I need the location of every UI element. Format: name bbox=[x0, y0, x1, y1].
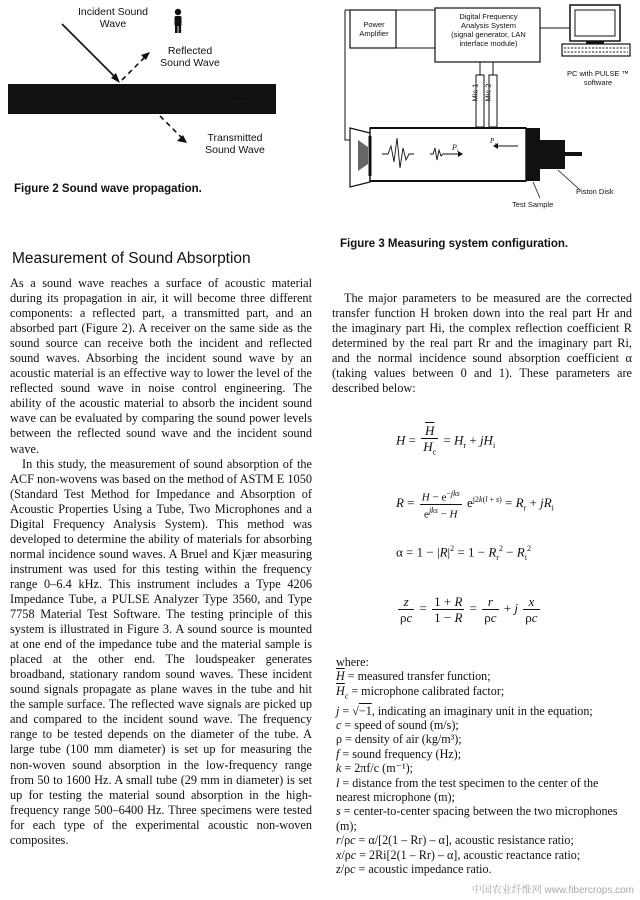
svg-text:i: i bbox=[457, 149, 459, 154]
equation-reflection-coefficient: R = $\frac{H - e^{-jks}}{e^{jks} - H}$ $e^{j2k(l + s)} = R_r + jR_i$ bbox=[396, 489, 554, 521]
impedance-tube bbox=[350, 128, 526, 187]
test-sample-block bbox=[526, 128, 540, 181]
amp-to-tube-wire bbox=[345, 10, 350, 140]
paragraph-sound-propagation: As a sound wave reaches a surface of acoustic material during its propagation in air, it will become three different components: a reflected part, a transmitted part, and an absorbed part (Figure 2). A receiver on the same side as the sound source can receive both the incident and reflected sound waves. Absorbing the incident sound wave by an acoustic material is an effective way to lower the level of the reflected sound wave in noise control engineering. The ability of the acoustic material to absorb the incident sound wave can be evaluated by comparing the sound power levels between the reflected sound wave and the incident sound wave. bbox=[10, 276, 312, 456]
analysis-system-label: Digital Frequency Analysis System (signal generator, LAN interface module) bbox=[451, 12, 526, 48]
pc-label: PC with PULSE ™ software bbox=[566, 69, 630, 87]
right-column-intro bbox=[332, 291, 632, 396]
equation-impedance-ratio: $\frac{z}{\rho c}$ = $\frac{1 + R}{1 - R}$ = $\frac{r}{\rho c}$ + j $\frac{x}{\rho c}$ bbox=[400, 594, 538, 625]
incident-wave-arrow bbox=[62, 24, 118, 80]
def-air-density: ρ = density of air (kg/m³); bbox=[336, 732, 462, 747]
computer-icon bbox=[562, 5, 630, 56]
def-distance: l = distance from the test specimen to the center of the nearest microphone (m); bbox=[336, 775, 599, 805]
mic-2-label: Mic 2 bbox=[483, 83, 493, 102]
def-frequency: f = sound frequency (Hz); bbox=[336, 746, 462, 761]
watermark-text: 中国农业纤维网 www.fibercrops.com bbox=[471, 885, 634, 896]
person-icon bbox=[175, 9, 182, 33]
svg-text:P: P bbox=[490, 137, 495, 145]
transmitted-wave-label: Transmitted Sound Wave bbox=[205, 132, 265, 156]
figure-3-caption: Figure 3 Measuring system configuration. bbox=[340, 238, 569, 250]
section-heading: Measurement of Sound Absorption bbox=[12, 250, 251, 267]
def-reactance-ratio: x/ρc = 2Ri[2(1 – Rr) – α], acoustic reactance ratio; bbox=[336, 847, 581, 862]
svg-text:P: P bbox=[452, 143, 457, 152]
mic-1-label: Mic 1 bbox=[470, 83, 480, 102]
where-label: where: bbox=[336, 655, 369, 669]
left-column bbox=[10, 276, 312, 848]
test-sample-label: Test Sample bbox=[512, 200, 554, 209]
def-wave-number: k = 2πf/c (m⁻¹); bbox=[336, 761, 414, 776]
def-speed-of-sound: c = speed of sound (m/s); bbox=[336, 718, 459, 733]
piston-disk-block bbox=[540, 140, 565, 169]
svg-text:r: r bbox=[495, 141, 497, 146]
incident-wave-label: Incident Sound Wave bbox=[77, 6, 149, 30]
paragraph-parameters: The major parameters to be measured are the corrected transfer function H broken down into the real part Hr and the imaginary part Hi, the complex reflection coefficient R determined by the real part Rr and the imaginary part Ri, and the normal incidence sound absorption coefficient α (taking values between 0 and 1). These parameters are described below: bbox=[332, 291, 632, 396]
definitions-list bbox=[336, 655, 632, 877]
equation-transfer-function: H = $\frac{\overline{H}}{\overline{H}_c}$ = $H_r + jH_i$ bbox=[396, 423, 496, 457]
svg-text:_ _ _ _: _ _ _ _ bbox=[230, 96, 249, 102]
def-imaginary-unit: j = √−1, indicating an imaginary unit in the equation; bbox=[336, 703, 593, 718]
def-calibration-factor: $\overline{H}_c$ = microphone calibrated factor; bbox=[336, 683, 505, 701]
reflected-wave-label: Reflected Sound Wave bbox=[160, 45, 220, 69]
piston-disk-label: Piston Disk bbox=[576, 187, 614, 196]
def-transfer-function: $\overline{H}$ = measured transfer function; bbox=[336, 669, 491, 684]
power-amplifier-label: Power Amplifier bbox=[359, 20, 389, 38]
def-resistance-ratio: r/ρc = α/[2(1 – Rr) – α], acoustic resistance ratio; bbox=[336, 833, 574, 848]
paragraph-measurement-method: In this study, the measurement of sound absorption of the ACF non-wovens was based on the method of ASTM E 1050 (Standard Test Method for Impedance and Absorption of Acoustic Properties Using a Tube, Two Microphones and a Digital Frequency Analysis System). This method was developed to determine the ability of materials for absorbing normal incidence sound waves. A Bruel and Kjær measuring instrument was used for this testing within the frequency range 0–6.4 kHz. This instrument includes a Type 4206 Impedance Tube, a PULSE Analyzer Type 3560, and Type 7758 Material Test Software. The testing principle of this system is illustrated in Figure 3. A sound source is mounted at one end of the impedance tube and the material sample is placed at the other end. The loudspeaker generates broadband, stationary random sound waves. These incident sound signals propagate as plane waves in the tube and hit the sample surface. The reflected wave signals are picked up and compared to the incident sound wave. The frequency range to be tested depends on the diameter of the tube. A large tube (100 mm diameter) is set up for measuring the non-woven sound absorption in the low-frequency range from 50 to 1600 Hz. A small tube (29 mm in diameter) is set up for testing the material sound absorption in the high-frequency range 500–6400 Hz. Three specimens were tested for each type of the experimental acoustic non-woven composites. bbox=[10, 456, 312, 847]
def-spacing: s = center-to-center spacing between the two microphones (m); bbox=[336, 804, 618, 833]
figure-2-caption: Figure 2 Sound wave propagation. bbox=[14, 183, 202, 195]
equation-absorption-coefficient: $\alpha = 1 - |R|^2 = 1 - R_r^2 - R_i^2$ bbox=[396, 544, 531, 562]
def-impedance-ratio: z/ρc = acoustic impedance ratio. bbox=[336, 862, 492, 877]
